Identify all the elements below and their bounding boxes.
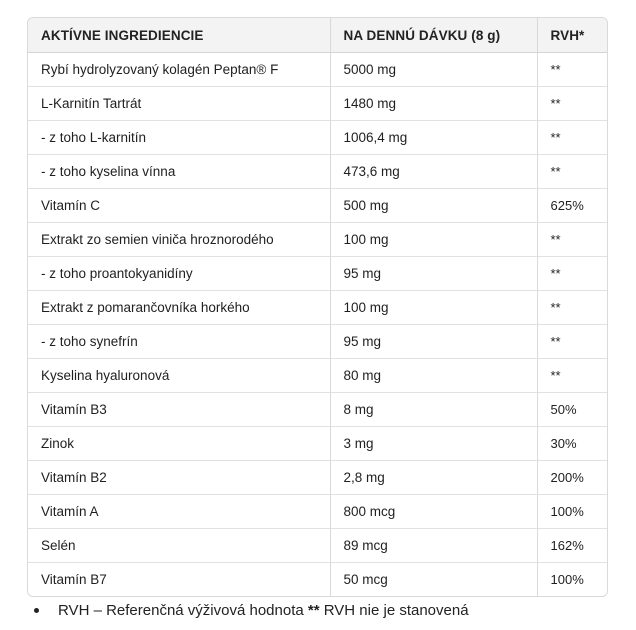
table-row [28, 291, 607, 325]
table-row [28, 393, 607, 427]
table-body [28, 53, 607, 597]
table-row [28, 325, 607, 359]
cell-rvh: 625% [537, 189, 607, 223]
cell-ingredient: Vitamín B2 [28, 461, 330, 495]
header-ingredient: AKTÍVNE INGREDIENCIE [28, 18, 330, 53]
header-row [28, 18, 607, 53]
footnote-text [58, 602, 469, 619]
cell-rvh: ** [537, 325, 607, 359]
table-row [28, 53, 607, 87]
cell-dose: 1480 mg [330, 87, 537, 121]
cell-ingredient: - z toho L-karnitín [28, 121, 330, 155]
header-daily-dose: NA DENNÚ DÁVKU (8 g) [330, 18, 537, 53]
footnote-suffix: RVH nie je stanovená [323, 602, 469, 619]
table-row [28, 189, 607, 223]
cell-rvh: ** [537, 155, 607, 189]
cell-rvh: ** [537, 53, 607, 87]
cell-dose: 500 mg [330, 189, 537, 223]
cell-rvh: 100% [537, 495, 607, 529]
cell-rvh: ** [537, 257, 607, 291]
footnote-stars: ** [307, 602, 320, 619]
cell-dose: 3 mg [330, 427, 537, 461]
cell-dose: 1006,4 mg [330, 121, 537, 155]
cell-ingredient: Selén [28, 529, 330, 563]
cell-dose: 100 mg [330, 291, 537, 325]
cell-ingredient: - z toho proantokyanidíny [28, 257, 330, 291]
table-row [28, 529, 607, 563]
cell-rvh: 100% [550, 572, 584, 587]
table-row [28, 359, 607, 393]
cell-ingredient: Extrakt zo semien viniča hroznorodého [28, 223, 330, 257]
table-row [28, 461, 607, 495]
cell-dose: 95 mg [330, 325, 537, 359]
cell-ingredient: Vitamín B7 [28, 563, 330, 597]
cell-ingredient: Vitamín A [28, 495, 330, 529]
cell-ingredient: - z toho synefrín [28, 325, 330, 359]
cell-rvh: 200% [537, 461, 607, 495]
table-row [28, 155, 607, 189]
table-row [28, 87, 607, 121]
cell-dose: 89 mcg [330, 529, 537, 563]
cell-rvh: 162% [537, 529, 607, 563]
cell-dose: 50 mcg [330, 563, 537, 597]
cell-dose: 2,8 mg [330, 461, 537, 495]
footnote [34, 602, 469, 619]
ingredients-table-container [27, 17, 608, 597]
table-header [28, 18, 607, 53]
table-row [28, 427, 607, 461]
cell-dose: 100 mg [330, 223, 537, 257]
cell-rvh: ** [537, 121, 607, 155]
cell-dose: 80 mg [330, 359, 537, 393]
cell-ingredient: Vitamín B3 [28, 393, 330, 427]
cell-ingredient: - z toho kyselina vínna [28, 155, 330, 189]
bullet-icon [34, 608, 39, 613]
cell-rvh: ** [537, 359, 607, 393]
cell-dose: 95 mg [330, 257, 537, 291]
cell-dose: 8 mg [330, 393, 537, 427]
cell-ingredient: L-Karnitín Tartrát [28, 87, 330, 121]
table-row [28, 257, 607, 291]
cell-rvh: ** [537, 223, 607, 257]
cell-ingredient: Extrakt z pomarančovníka horkého [28, 291, 330, 325]
cell-dose: 473,6 mg [330, 155, 537, 189]
table-row [28, 495, 607, 529]
cell-dose: 5000 mg [330, 53, 537, 87]
cell-dose: 800 mcg [330, 495, 537, 529]
cell-rvh: ** [537, 291, 607, 325]
footnote-prefix: RVH – Referenčná výživová hodnota [58, 602, 304, 619]
cell-rvh: ** [537, 87, 607, 121]
table-row [28, 121, 607, 155]
cell-ingredient: Vitamín C [28, 189, 330, 223]
header-rvh: RVH* [537, 18, 607, 53]
cell-ingredient: Rybí hydrolyzovaný kolagén Peptan® F [28, 53, 330, 87]
table-row [28, 563, 607, 597]
table-row [28, 223, 607, 257]
cell-ingredient: Zinok [28, 427, 330, 461]
cell-rvh: 30% [537, 427, 607, 461]
cell-rvh: 50% [537, 393, 607, 427]
cell-ingredient: Kyselina hyaluronová [28, 359, 330, 393]
ingredients-table [28, 18, 607, 596]
